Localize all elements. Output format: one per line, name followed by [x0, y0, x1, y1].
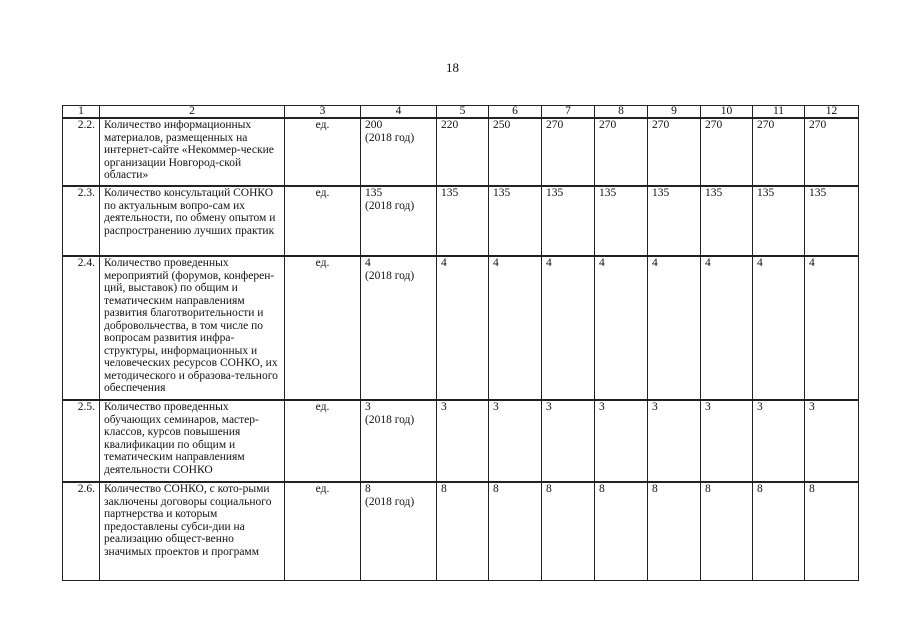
base-value: 8 — [365, 483, 371, 495]
target-value: 3 — [648, 400, 701, 482]
base-year: (2018 год) — [365, 413, 415, 426]
indicator-description: Количество проведенных мероприятий (форумов, конферен-ций, выставок) по общим и тематическим направлениям развития благотворительности и добровольчества, в том числе по вопросам развития инфра-структуры, информационных и человеческих ресурсов СОНКО, их методического и образова-тельного обеспечения — [100, 256, 285, 400]
header-cell: 12 — [805, 106, 859, 119]
base-year: (2018 год) — [365, 269, 415, 282]
row-number: 2.6. — [63, 482, 100, 580]
header-cell: 11 — [753, 106, 805, 119]
target-value: 135 — [753, 186, 805, 256]
target-value: 270 — [595, 118, 648, 186]
base-value: 4 — [365, 257, 371, 269]
target-value: 270 — [542, 118, 595, 186]
header-cell: 9 — [648, 106, 701, 119]
indicators-table — [62, 105, 859, 581]
header-cell: 5 — [437, 106, 489, 119]
base-year: (2018 год) — [365, 199, 415, 212]
target-value: 8 — [542, 482, 595, 580]
target-value: 4 — [701, 256, 753, 400]
target-value: 3 — [753, 400, 805, 482]
target-value: 135 — [489, 186, 542, 256]
base-year: (2018 год) — [365, 131, 415, 144]
base-value-cell — [361, 400, 437, 482]
unit-of-measure: ед. — [285, 256, 361, 400]
indicator-description: Количество информационных материалов, размещенных на интернет-сайте «Некоммер-ческие организации Новгород-ской области» — [100, 118, 285, 186]
row-number: 2.2. — [63, 118, 100, 186]
base-value: 200 — [365, 119, 383, 131]
header-cell: 4 — [361, 106, 437, 119]
target-value: 135 — [648, 186, 701, 256]
target-value: 220 — [437, 118, 489, 186]
row-number: 2.4. — [63, 256, 100, 400]
target-value: 3 — [489, 400, 542, 482]
target-value: 4 — [542, 256, 595, 400]
target-value: 8 — [437, 482, 489, 580]
target-value: 270 — [753, 118, 805, 186]
target-value: 4 — [489, 256, 542, 400]
target-value: 3 — [542, 400, 595, 482]
target-value: 135 — [805, 186, 859, 256]
base-value-cell — [361, 482, 437, 580]
page-number: 18 — [446, 60, 459, 75]
target-value: 8 — [805, 482, 859, 580]
header-cell: 8 — [595, 106, 648, 119]
base-value: 135 — [365, 187, 383, 199]
target-value: 4 — [437, 256, 489, 400]
base-value-cell — [361, 118, 437, 186]
row-number: 2.3. — [63, 186, 100, 256]
target-value: 8 — [489, 482, 542, 580]
base-year: (2018 год) — [365, 495, 415, 508]
header-cell: 3 — [285, 106, 361, 119]
table-body — [63, 106, 859, 581]
target-value: 8 — [595, 482, 648, 580]
target-value: 135 — [595, 186, 648, 256]
target-value: 270 — [805, 118, 859, 186]
header-cell: 1 — [63, 106, 100, 119]
target-value: 135 — [701, 186, 753, 256]
unit-of-measure: ед. — [285, 482, 361, 580]
indicator-description: Количество проведенных обучающих семинаров, мастер-классов, курсов повышения квалификации по общим и тематическим направлениям деятельности СОНКО — [100, 400, 285, 482]
indicator-description: Количество СОНКО, с кото-рыми заключены договоры социального партнерства и которым предоставлены субси-дии на реализацию общест-венно значимых проектов и программ — [100, 482, 285, 580]
base-value-cell — [361, 186, 437, 256]
target-value: 8 — [753, 482, 805, 580]
target-value: 135 — [542, 186, 595, 256]
target-value: 8 — [701, 482, 753, 580]
base-value: 3 — [365, 401, 371, 413]
target-value: 3 — [805, 400, 859, 482]
target-value: 135 — [437, 186, 489, 256]
table-row — [63, 482, 859, 580]
table-row — [63, 400, 859, 482]
target-value: 250 — [489, 118, 542, 186]
header-cell: 10 — [701, 106, 753, 119]
target-value: 4 — [595, 256, 648, 400]
indicator-description: Количество консультаций СОНКО по актуальным вопро-сам их деятельности, по обмену опытом и распространению лучших практик — [100, 186, 285, 256]
unit-of-measure: ед. — [285, 118, 361, 186]
target-value: 3 — [595, 400, 648, 482]
table-row — [63, 118, 859, 186]
target-value: 4 — [753, 256, 805, 400]
header-cell: 7 — [542, 106, 595, 119]
row-number: 2.5. — [63, 400, 100, 482]
unit-of-measure: ед. — [285, 186, 361, 256]
target-value: 3 — [437, 400, 489, 482]
target-value: 270 — [648, 118, 701, 186]
header-row — [63, 106, 859, 119]
table-row — [63, 256, 859, 400]
base-value-cell — [361, 256, 437, 400]
target-value: 270 — [701, 118, 753, 186]
target-value: 4 — [648, 256, 701, 400]
header-cell: 2 — [100, 106, 285, 119]
header-cell: 6 — [489, 106, 542, 119]
unit-of-measure: ед. — [285, 400, 361, 482]
target-value: 3 — [701, 400, 753, 482]
table-row — [63, 186, 859, 256]
target-value: 4 — [805, 256, 859, 400]
target-value: 8 — [648, 482, 701, 580]
